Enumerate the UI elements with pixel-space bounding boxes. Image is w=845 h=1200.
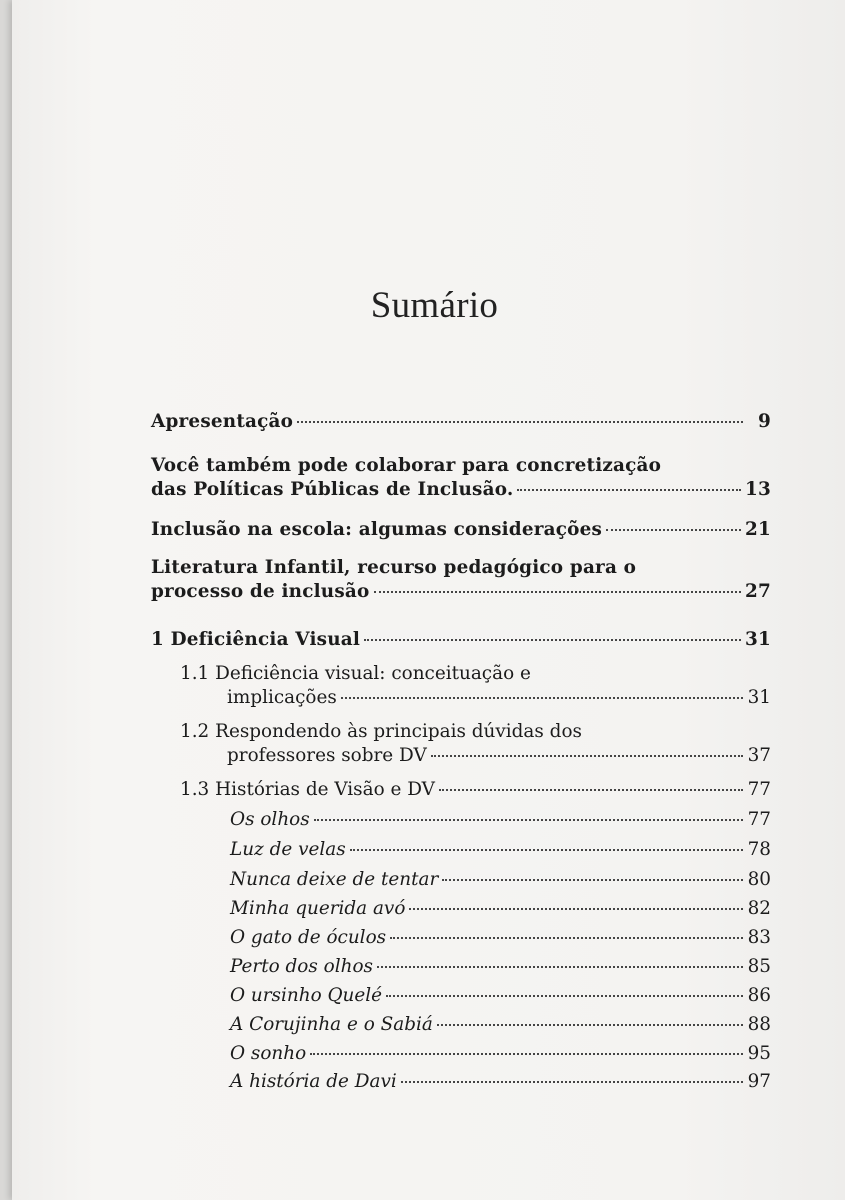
toc-entry-title: O ursinho Quelé (230, 985, 383, 1006)
toc-entry-title: Os olhos (230, 809, 310, 830)
toc-page-number: 83 (747, 927, 771, 948)
toc-entry-title: O gato de óculos (230, 927, 387, 948)
toc-page-number: 77 (747, 809, 771, 830)
leader-dots (377, 965, 743, 968)
leader-dots (374, 590, 741, 593)
leader-dots (310, 1052, 743, 1055)
leader-dots (437, 1023, 743, 1026)
toc-page-number: 86 (747, 985, 771, 1006)
toc-story[interactable] (151, 984, 771, 1008)
leader-dots (350, 848, 743, 851)
toc-page-number: 85 (747, 956, 771, 977)
leader-dots (409, 907, 743, 910)
toc-story[interactable] (151, 897, 771, 921)
toc-entry-title: Minha querida avó (230, 898, 406, 919)
toc-entry-title-cont: implicações (227, 687, 337, 708)
toc-entry-title: Apresentação (151, 411, 294, 432)
toc-entry-title: Inclusão na escola: algumas considerações (151, 519, 603, 540)
toc-page-number: 31 (747, 687, 771, 708)
leader-dots (442, 878, 743, 881)
leader-dots (606, 528, 741, 531)
toc-section[interactable] (151, 720, 771, 768)
toc-entry[interactable] (151, 410, 771, 434)
toc-page-number: 21 (745, 519, 771, 540)
toc-entry-title: Você também pode colaborar para concretização (151, 455, 662, 476)
toc-page-number: 27 (745, 581, 771, 602)
leader-dots (314, 818, 743, 821)
leader-dots (439, 788, 743, 791)
toc-page-number: 13 (745, 479, 771, 500)
toc-entry[interactable] (151, 454, 771, 502)
toc-page-number: 9 (758, 411, 771, 432)
toc-entry[interactable] (151, 556, 771, 604)
toc-entry-title: Nunca deixe de tentar (230, 869, 439, 890)
toc-entry-title: A Corujinha e o Sabiá (230, 1014, 433, 1035)
toc-page-number: 31 (745, 629, 771, 650)
toc-section[interactable] (151, 662, 771, 710)
toc-entry-title: Luz de velas (230, 839, 346, 860)
toc-story[interactable] (151, 868, 771, 892)
toc-story[interactable] (151, 1013, 771, 1037)
leader-dots (297, 420, 743, 423)
toc-entry-title-cont: das Políticas Públicas de Inclusão. (151, 479, 514, 500)
toc-entry-title: 1.2 Respondendo às principais dúvidas dos (180, 721, 582, 742)
toc-entry-title-cont: processo de inclusão (151, 581, 370, 602)
leader-dots (386, 994, 743, 997)
leader-dots (364, 638, 741, 641)
toc-page-number: 80 (747, 869, 771, 890)
toc-page-number: 97 (747, 1071, 771, 1092)
toc-page-number: 37 (747, 745, 771, 766)
toc-section[interactable] (151, 778, 771, 802)
toc-entry-title: Perto dos olhos (230, 956, 373, 977)
toc-entry-title: 1.1 Deficiência visual: conceituação e (180, 663, 531, 684)
toc-story[interactable] (151, 838, 771, 862)
leader-dots (341, 696, 743, 699)
toc-story[interactable] (151, 926, 771, 950)
toc-entry-title: O sonho (230, 1043, 307, 1064)
toc-page-number: 82 (747, 898, 771, 919)
leader-dots (431, 754, 743, 757)
toc-story[interactable] (151, 1070, 771, 1094)
toc-entry-title: 1.3 Histórias de Visão e DV (180, 779, 435, 800)
toc-entry-title-cont: professores sobre DV (227, 745, 427, 766)
toc-page-number: 95 (747, 1043, 771, 1064)
page-title: Sumário (370, 285, 499, 326)
toc-page-number: 77 (747, 779, 771, 800)
leader-dots (517, 488, 741, 491)
toc-story[interactable] (151, 808, 771, 832)
toc-entry-title: A história de Davi (230, 1071, 397, 1092)
leader-dots (401, 1080, 743, 1083)
toc-chapter[interactable] (151, 628, 771, 652)
toc-entry-title: Literatura Infantil, recurso pedagógico para o (151, 557, 637, 578)
toc-story[interactable] (151, 955, 771, 979)
toc-page-number: 78 (747, 839, 771, 860)
leader-dots (390, 936, 743, 939)
toc-entry[interactable] (151, 518, 771, 542)
toc-entry-title: 1 Deficiência Visual (151, 629, 361, 650)
toc-story[interactable] (151, 1042, 771, 1066)
book-page (12, 0, 845, 1200)
toc-page-number: 88 (747, 1014, 771, 1035)
